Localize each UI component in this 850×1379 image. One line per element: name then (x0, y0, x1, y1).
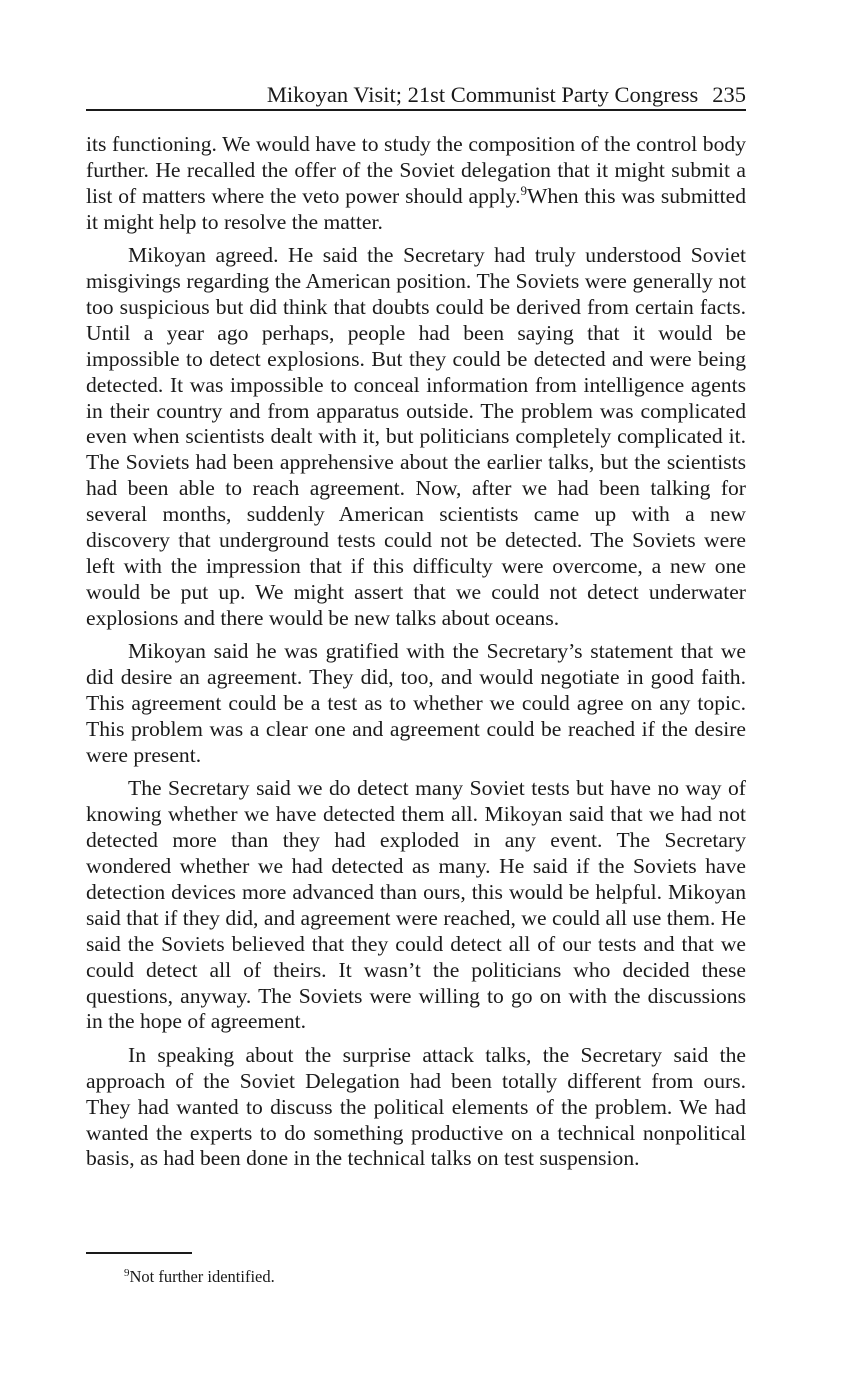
footnote-number: 9 (124, 1267, 130, 1279)
page-number: 235 (712, 82, 746, 107)
running-head (86, 82, 746, 110)
paragraph-4: The Secretary said we do detect many Soviet tests but have no way of knowing whether we have detected them all. Mikoyan said that we had not detected more than they had exploded in any event. The Secretary wondered whether we had detected as many. He said if the Soviets have detection devices more advanced than ours, this would be helpful. Mikoyan said that if they did, and agreement were reached, we could all use them. He said the Soviets believed that they could detect all of our tests and that we could detect all of theirs. It wasn’t the politicians who decided these questions, anyway. The Soviets were willing to go on with the discussions in the hope of agreement. (86, 776, 746, 1034)
footnote (124, 1267, 275, 1287)
paragraph-5: In speaking about the surprise attack talks, the Secretary said the approach of the Soviet Delegation had been totally different from ours. They had wanted to discuss the political elements of the problem. We had wanted the experts to do something productive on a technical nonpolitical basis, as had been done in the technical talks on test suspension. (86, 1042, 746, 1171)
paragraph-1-text-a: its functioning. We would have to study the composition of the control body further. He recalled the offer of the Soviet delegation that it might submit a list of matters where the veto power should apply. (86, 132, 746, 208)
footnote-reference: 9 (520, 182, 527, 198)
header-rule (86, 109, 746, 111)
footnote-text: Not further identified. (129, 1267, 275, 1286)
paragraph-1-text-b: When this was submitted it might help to resolve the matter. (86, 183, 746, 234)
body-text (86, 132, 746, 1180)
paragraph-3: Mikoyan said he was gratified with the Secretary’s statement that we did desire an agreement. They did, too, and would negotiate in good faith. This agreement could be a test as to whether we could agree on any topic. This problem was a clear one and agreement could be reached if the desire were present. (86, 639, 746, 767)
paragraph-1 (86, 132, 746, 236)
paragraph-2: Mikoyan agreed. He said the Secretary had truly understood Soviet misgivings regarding the American position. The Soviets were generally not too suspicious but did think that doubts could be derived from certain facts. Until a year ago perhaps, people had been saying that it would be impossible to detect explosions. But they could be detected and were being detected. It was impossible to conceal information from intelligence agents in their country and from apparatus outside. The problem was complicated even when scientists dealt with it, but politicians completely complicated it. The Soviets had been apprehensive about the earlier talks, but the scientists had been able to reach agreement. Now, after we had been talking for several months, suddenly American scientists came up with a new discovery that underground tests could not be detected. The Soviets were left with the impression that if this difficulty were overcome, a new one would be put up. We might assert that we could not detect underwater explosions and there would be new talks about oceans. (86, 243, 746, 630)
running-head-title: Mikoyan Visit; 21st Communist Party Congress (266, 82, 699, 107)
footnote-rule (86, 1252, 192, 1254)
